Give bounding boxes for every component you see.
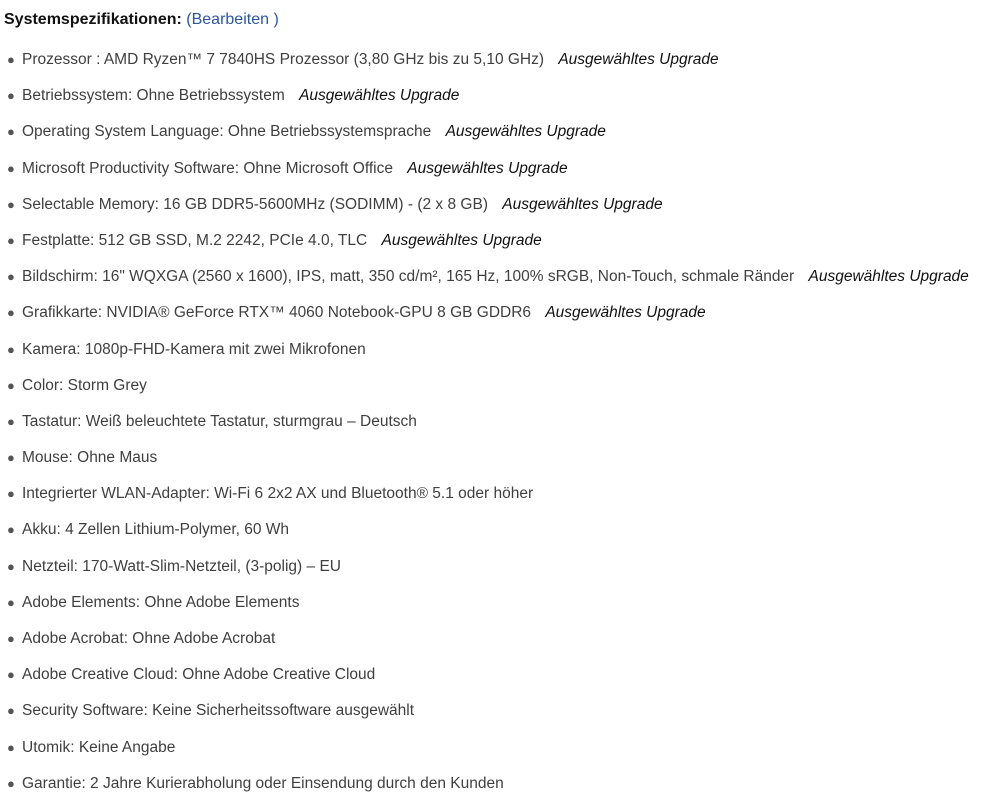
- specs-title: Systemspezifikationen:: [4, 11, 182, 28]
- bullet-icon: ●: [7, 88, 15, 104]
- selected-upgrade-label: Ausgewähltes Upgrade: [502, 195, 663, 213]
- bullet-icon: ●: [7, 775, 15, 791]
- spec-item: [4, 187, 994, 223]
- spec-text: Microsoft Productivity Software: Ohne Microsoft Office: [22, 159, 393, 177]
- edit-link[interactable]: (Bearbeiten ): [186, 11, 279, 28]
- bullet-icon: ●: [7, 413, 15, 429]
- specs-header: [4, 8, 994, 32]
- spec-item: [4, 657, 994, 693]
- spec-text: Adobe Acrobat: Ohne Adobe Acrobat: [22, 630, 276, 647]
- spec-item: [4, 223, 994, 259]
- spec-text: Betriebssystem: Ohne Betriebssystem: [22, 87, 285, 105]
- spec-text: Bildschirm: 16" WQXGA (2560 x 1600), IPS, matt, 350 cd/m², 165 Hz, 100% sRGB, Non-Touch, schmale Ränder: [22, 268, 795, 286]
- bullet-icon: ●: [7, 486, 15, 502]
- spec-text: Grafikkarte: NVIDIA® GeForce RTX™ 4060 Notebook-GPU 8 GB GDDR6: [22, 304, 532, 322]
- bullet-icon: ●: [7, 703, 15, 719]
- spec-item: [4, 114, 994, 150]
- selected-upgrade-label: Ausgewähltes Upgrade: [407, 159, 568, 177]
- spec-text: Operating System Language: Ohne Betriebssystemsprache: [22, 123, 432, 141]
- spec-text: Mouse: Ohne Maus: [22, 449, 158, 467]
- selected-upgrade-label: Ausgewähltes Upgrade: [558, 51, 719, 68]
- spec-item: [4, 585, 994, 621]
- spec-item: [4, 621, 994, 657]
- spec-text: Akku: 4 Zellen Lithium-Polymer, 60 Wh: [22, 521, 290, 539]
- spec-item: [4, 730, 994, 766]
- bullet-icon: ●: [7, 450, 15, 466]
- spec-item: [4, 259, 994, 295]
- spec-item: [4, 549, 994, 585]
- spec-list: [4, 42, 994, 802]
- spec-item: [4, 766, 994, 802]
- spec-item: [4, 693, 994, 729]
- spec-item: [4, 332, 994, 368]
- spec-item: [4, 512, 994, 548]
- spec-text: Tastatur: Weiß beleuchtete Tastatur, sturmgrau – Deutsch: [22, 412, 417, 430]
- spec-item: [4, 151, 994, 187]
- spec-item: [4, 440, 994, 476]
- bullet-icon: ●: [7, 341, 15, 357]
- selected-upgrade-label: Ausgewähltes Upgrade: [545, 304, 706, 322]
- spec-item: [4, 368, 994, 404]
- bullet-icon: ●: [7, 594, 15, 610]
- spec-text: Adobe Creative Cloud: Ohne Adobe Creative Cloud: [22, 666, 376, 684]
- bullet-icon: ●: [7, 124, 15, 140]
- bullet-icon: ●: [7, 522, 15, 538]
- bullet-icon: ●: [7, 377, 15, 393]
- spec-text: Netzteil: 170-Watt-Slim-Netzteil, (3-polig) – EU: [22, 557, 341, 575]
- spec-item: [4, 78, 994, 114]
- bullet-icon: ●: [7, 269, 15, 285]
- bullet-icon: ●: [7, 52, 15, 67]
- spec-text: Festplatte: 512 GB SSD, M.2 2242, PCIe 4.0, TLC: [22, 231, 368, 249]
- spec-text: Color: Storm Grey: [22, 376, 147, 394]
- spec-text: Garantie: 2 Jahre Kurierabholung oder Einsendung durch den Kunden: [22, 774, 504, 792]
- spec-text: Selectable Memory: 16 GB DDR5-5600MHz (SODIMM) - (2 x 8 GB): [22, 195, 488, 213]
- selected-upgrade-label: Ausgewähltes Upgrade: [808, 268, 969, 286]
- bullet-icon: ●: [7, 739, 15, 755]
- selected-upgrade-label: Ausgewähltes Upgrade: [445, 123, 606, 141]
- spec-item: [4, 404, 994, 440]
- spec-item: [4, 476, 994, 512]
- bullet-icon: ●: [7, 667, 15, 683]
- spec-text: Integrierter WLAN-Adapter: Wi-Fi 6 2x2 AX und Bluetooth® 5.1 oder höher: [22, 485, 534, 503]
- spec-text: Prozessor : AMD Ryzen™ 7 7840HS Prozessor (3,80 GHz bis zu 5,10 GHz): [22, 51, 545, 68]
- bullet-icon: ●: [7, 160, 15, 176]
- spec-text: Utomik: Keine Angabe: [22, 738, 176, 756]
- spec-text: Security Software: Keine Sicherheitssoftware ausgewählt: [22, 702, 415, 720]
- bullet-icon: ●: [7, 305, 15, 321]
- bullet-icon: ●: [7, 558, 15, 574]
- bullet-icon: ●: [7, 196, 15, 212]
- bullet-icon: ●: [7, 631, 15, 646]
- spec-item: [4, 295, 994, 331]
- selected-upgrade-label: Ausgewähltes Upgrade: [381, 231, 542, 249]
- bullet-icon: ●: [7, 232, 15, 248]
- selected-upgrade-label: Ausgewähltes Upgrade: [299, 87, 460, 105]
- spec-item: [4, 42, 994, 78]
- spec-text: Kamera: 1080p-FHD-Kamera mit zwei Mikrofonen: [22, 340, 366, 358]
- spec-text: Adobe Elements: Ohne Adobe Elements: [22, 593, 300, 611]
